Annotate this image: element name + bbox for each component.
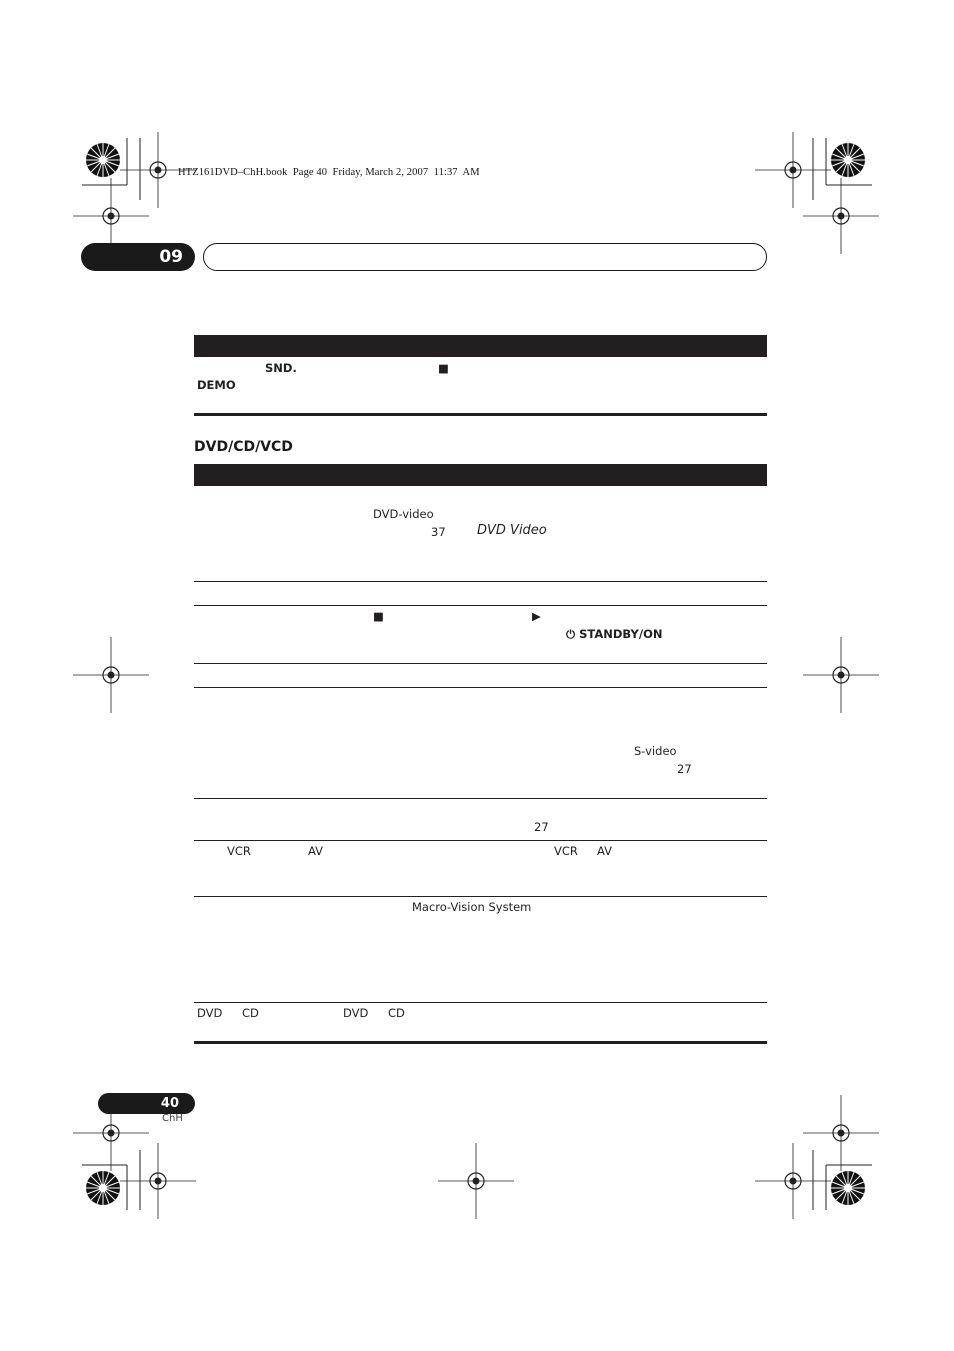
av-label: AV [597, 844, 612, 858]
chapter-number-badge [81, 243, 195, 271]
play-icon: ▶ [532, 609, 541, 623]
table-row-divider [194, 840, 767, 841]
page-number-badge [98, 1093, 195, 1114]
demo-label: DEMO [197, 378, 236, 392]
table-row-divider [194, 896, 767, 897]
macrovision-label: Macro-Vision System [412, 900, 532, 914]
table-row-divider [194, 687, 767, 688]
av-label: AV [308, 844, 323, 858]
dvd-video-label: DVD-video [373, 507, 434, 521]
table1-header [194, 335, 767, 357]
table-row-divider [194, 605, 767, 606]
table-row-divider [194, 581, 767, 582]
page-ref-37: 37 [431, 525, 446, 539]
dvd-label: DVD [197, 1006, 223, 1020]
table-row-divider [194, 1002, 767, 1003]
cd-label: CD [388, 1006, 405, 1020]
table2-bottom-rule [194, 1041, 767, 1044]
page-ref-27: 27 [677, 762, 692, 776]
chapter-title-bar [203, 243, 767, 271]
print-file-info: HTZ161DVD–ChH.book Page 40 Friday, March 2, 2007 11:37 AM [178, 167, 480, 178]
table2-header [194, 464, 767, 486]
dvd-label: DVD [343, 1006, 369, 1020]
table1-bottom-rule [194, 413, 767, 416]
stop-icon: ■ [438, 361, 449, 375]
cd-label: CD [242, 1006, 259, 1020]
table-row-divider [194, 663, 767, 664]
vcr-label: VCR [554, 844, 578, 858]
vcr-label: VCR [227, 844, 251, 858]
svideo-label: S-video [634, 744, 677, 758]
page-number: 40 [160, 1096, 179, 1111]
stop-icon: ■ [373, 609, 384, 623]
language-code: ChH [162, 1113, 183, 1124]
table-row-divider [194, 798, 767, 799]
page-ref-27: 27 [534, 820, 549, 834]
chapter-number: 09 [159, 247, 183, 267]
snd-label: SND. [265, 361, 297, 375]
section-title: DVD/CD/VCD [194, 439, 293, 455]
dvd-video-italic: DVD Video [477, 523, 547, 538]
standby-on-label: ⏻ STANDBY/ON [566, 627, 663, 641]
